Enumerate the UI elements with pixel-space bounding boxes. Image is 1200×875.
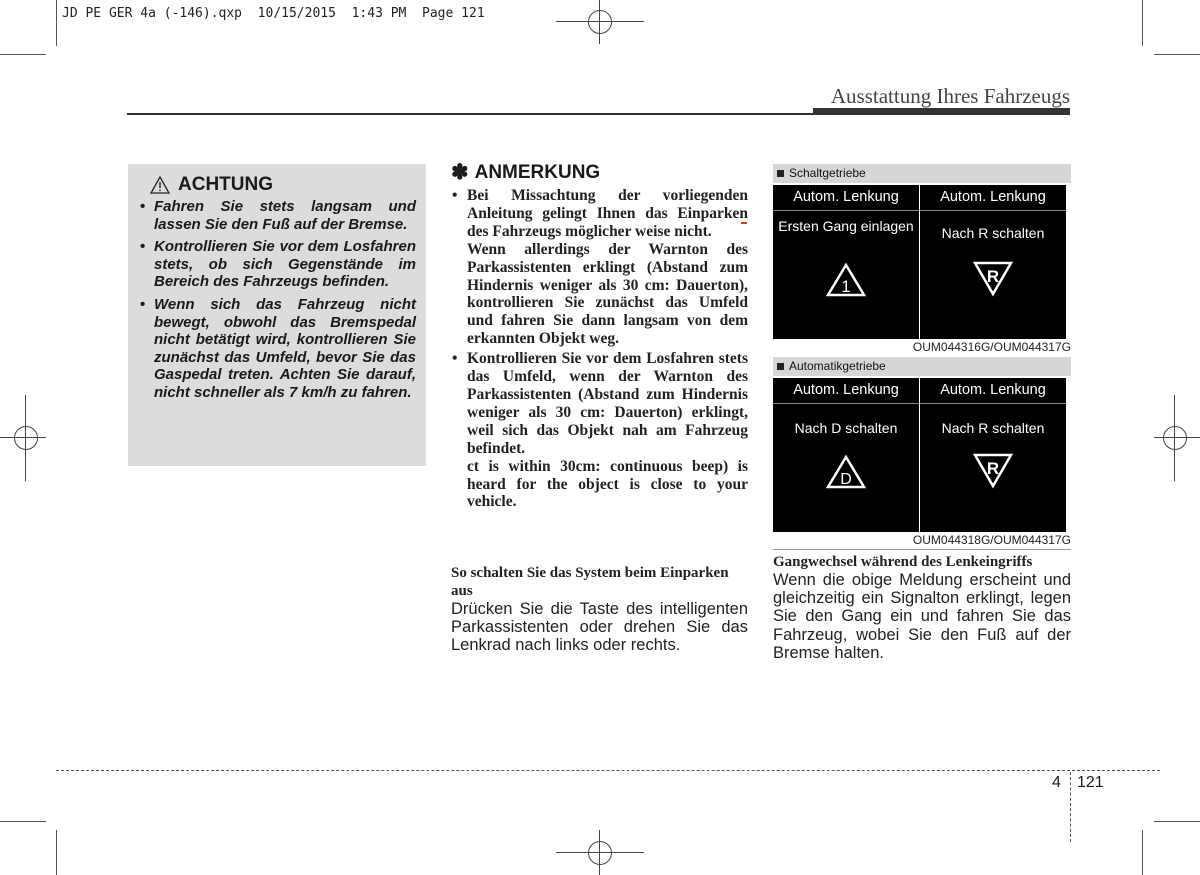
note-item-paragraph: ct is within 30cm: continuous beep) is heard for the object is close to your vehicle. — [467, 457, 748, 511]
gear-r-inverted-triangle-icon — [973, 453, 1013, 489]
caution-item: • Kontrollieren Sie vor dem Losfahren stets, ob sich Gegenstände im Bereich des Fahrzeugs befinden. — [138, 238, 416, 291]
header-rule — [127, 113, 813, 115]
screen-message: Nach D schalten — [794, 420, 898, 436]
header-rule-accent — [813, 108, 1070, 115]
warning-triangle-icon — [150, 176, 170, 194]
gear-glyph: 1 — [841, 277, 851, 296]
cluster-display-screen — [773, 185, 919, 339]
page-number: 121 — [1077, 774, 1104, 791]
screen-title: Autom. Lenkung — [773, 378, 919, 404]
note-header — [451, 160, 748, 185]
caution-title: ACHTUNG — [178, 174, 273, 195]
print-slug: JD PE GER 4a (-146).qxp 10/15/2015 1:43 PM Page 121 — [62, 6, 485, 21]
caution-list — [138, 198, 416, 402]
cluster-display-screen — [920, 185, 1066, 339]
figure-label-text: Automatikgetriebe — [789, 359, 886, 373]
caution-item: • Fahren Sie stets langsam und lassen Sie den Fuß auf der Bremse. — [138, 198, 416, 233]
note-list — [451, 187, 748, 511]
system-off-section — [451, 564, 748, 655]
note-item-paragraph: • Kontrollieren Sie vor dem Losfahren stets das Umfeld, wenn der Warnton des Parkassistenten (Abstand zum Hindernis weniger als 30 cm: Dauerton) erklingt, weil sich das Objekt nah am Fahrzeug befindet. — [467, 350, 748, 457]
gear-r-inverted-triangle-icon — [973, 261, 1013, 297]
note-item — [451, 350, 748, 511]
figure-label — [773, 164, 1071, 183]
figure-code: OUM044316G/OUM044317G — [912, 340, 1071, 354]
gear-glyph: D — [840, 471, 852, 488]
note-item-paragraph: Wenn allerdings der Warnton des Parkassistenten erklingt (Abstand zum Hindernis weniger als 30 cm: Dauerton), kontrollieren Sie zunächst das Umfeld und fahren Sie dann langsam von dem erkannten Objekt weg. — [467, 240, 748, 348]
gear-glyph: R — [986, 459, 1000, 478]
gear-1-triangle-icon — [826, 263, 866, 297]
screen-title: Autom. Lenkung — [773, 185, 919, 211]
figure-label-text: Schaltgetriebe — [789, 166, 866, 180]
note-section — [451, 160, 748, 511]
figure-label — [773, 357, 1071, 376]
note-item — [451, 187, 748, 348]
cluster-display-screen — [773, 378, 919, 532]
footer-rule — [56, 770, 1160, 771]
note-star-icon: ✽ — [451, 161, 469, 184]
system-off-heading: So schalten Sie das System beim Einparken aus — [451, 565, 729, 599]
caution-item: • Wenn sich das Fahrzeug nicht bewegt, obwohl das Bremspedal nicht betätigt wird, kontrollieren Sie zunächst das Umfeld, bevor Sie das Gaspedal treten. Achten Sie darauf, nicht schneller als 7 km/h zu fahren. — [138, 296, 416, 402]
gear-change-body: Wenn die obige Meldung erscheint und gleichzeitig ein Signalton erklingt, legen Sie den Gang ein und fahren Sie das Fahrzeug, wobei Sie den Fuß auf der Bremse halten. — [773, 571, 1071, 662]
gear-change-section — [773, 553, 1071, 662]
screen-title: Autom. Lenkung — [920, 185, 1066, 211]
page-number-separator — [1070, 772, 1071, 842]
caution-box — [128, 164, 426, 466]
screen-message: Nach R schalten — [941, 225, 1045, 241]
screen-message: Ersten Gang einlagen — [778, 218, 914, 234]
note-item-paragraph: • Bei Missachtung der vorliegenden Anleitung gelingt Ihnen das Einparken des Fahrzeugs möglicher weise nicht. — [467, 187, 748, 240]
screen-message: Nach R schalten — [941, 420, 1045, 436]
bullet-square-icon — [777, 170, 784, 177]
gear-change-heading: Gangwechsel während des Lenkeingriffs — [773, 554, 1033, 570]
bullet-square-icon — [777, 363, 784, 370]
gear-d-triangle-icon — [826, 455, 866, 489]
note-title: ANMERKUNG — [474, 161, 601, 183]
hyphen-mark — [741, 222, 747, 224]
gear-glyph: R — [986, 267, 1000, 286]
page-header-title: Ausstattung Ihres Fahrzeugs — [830, 84, 1070, 108]
cluster-display-screen — [920, 378, 1066, 532]
screen-title: Autom. Lenkung — [920, 378, 1066, 404]
chapter-number: 4 — [1052, 774, 1061, 791]
figure-code: OUM044318G/OUM044317G — [912, 533, 1071, 547]
figure-divider — [773, 549, 1071, 550]
system-off-body: Drücken Sie die Taste des intelligenten Parkassistenten oder drehen Sie das Lenkrad nach links oder rechts. — [451, 600, 748, 655]
caution-header — [150, 174, 416, 196]
